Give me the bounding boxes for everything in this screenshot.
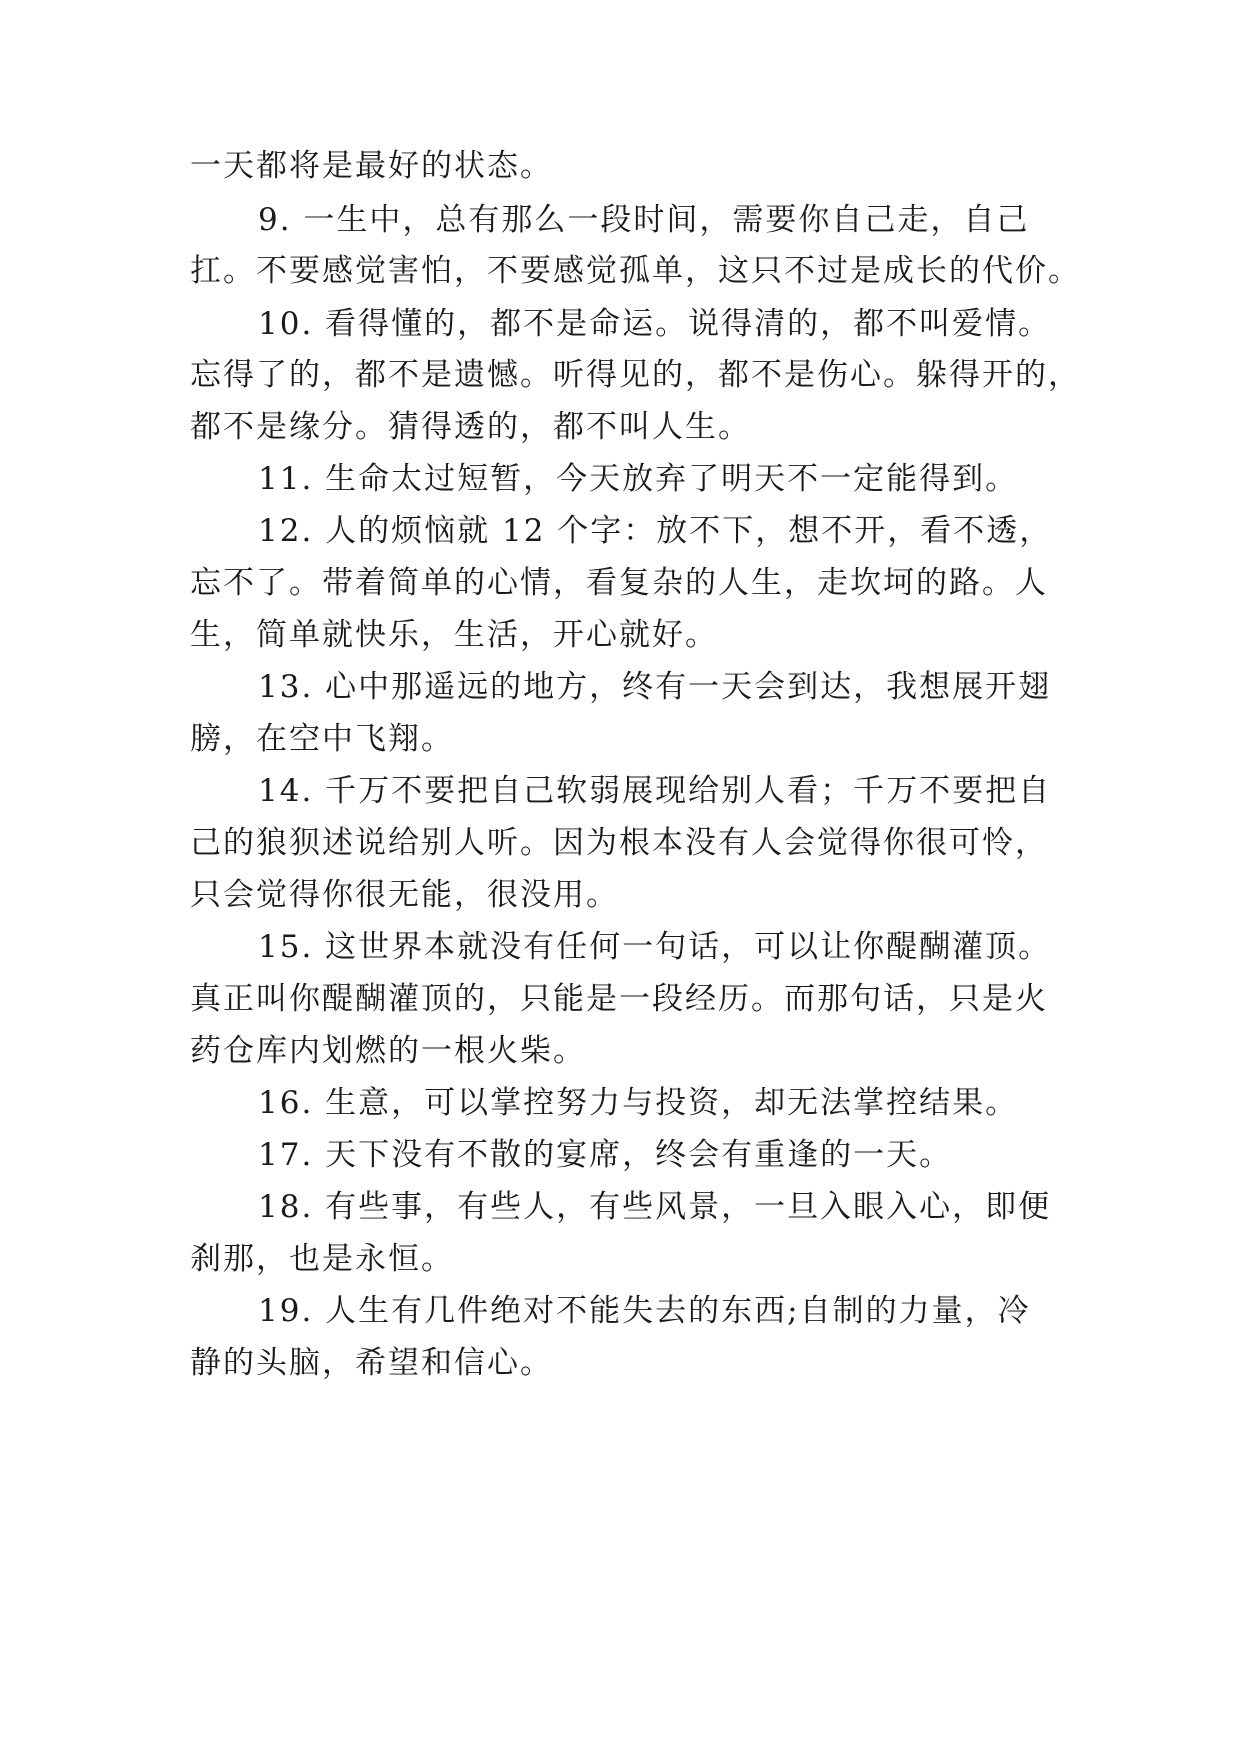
text-line: 己的狼狈述说给别人听。因为根本没有人会觉得你很可怜， — [190, 825, 1048, 861]
text-line: 15. 这世界本就没有任何一句话，可以让你醍醐灌顶。 — [258, 929, 1052, 965]
text-line: 静的头脑，希望和信心。 — [190, 1345, 553, 1381]
text-line: 一天都将是最好的状态。 — [190, 148, 553, 184]
text-line: 19. 人生有几件绝对不能失去的东西;自制的力量，冷 — [258, 1293, 1031, 1329]
text-line: 忘得了的，都不是遗憾。听得见的，都不是伤心。躲得开的， — [190, 357, 1081, 393]
text-line: 12. 人的烦恼就 12 个字：放不下，想不开，看不透， — [258, 513, 1053, 549]
text-line: 只会觉得你很无能，很没用。 — [190, 877, 619, 913]
text-line: 忘不了。带着简单的心情，看复杂的人生，走坎坷的路。人 — [190, 565, 1048, 601]
text-line: 扛。不要感觉害怕，不要感觉孤单，这只不过是成长的代价。 — [190, 253, 1081, 289]
text-line: 真正叫你醍醐灌顶的，只能是一段经历。而那句话，只是火 — [190, 981, 1048, 1017]
text-line: 18. 有些事，有些人，有些风景，一旦入眼入心，即便 — [258, 1189, 1052, 1225]
text-line: 刹那，也是永恒。 — [190, 1241, 454, 1277]
text-line: 膀，在空中飞翔。 — [190, 721, 454, 757]
text-line: 13. 心中那遥远的地方，终有一天会到达，我想展开翅 — [258, 669, 1052, 705]
text-line: 9. 一生中，总有那么一段时间，需要你自己走，自己 — [258, 202, 1030, 238]
text-line: 药仓库内划燃的一根火柴。 — [190, 1033, 586, 1069]
text-line: 16. 生意，可以掌控努力与投资，却无法掌控结果。 — [258, 1085, 1019, 1121]
text-line: 17. 天下没有不散的宴席，终会有重逢的一天。 — [258, 1137, 953, 1173]
text-line: 14. 千万不要把自己软弱展现给别人看；千万不要把自 — [258, 773, 1052, 809]
text-line: 生，简单就快乐，生活，开心就好。 — [190, 617, 718, 653]
text-line: 10. 看得懂的，都不是命运。说得清的，都不叫爱情。 — [258, 306, 1052, 342]
text-line: 都不是缘分。猜得透的，都不叫人生。 — [190, 409, 751, 445]
text-line: 11. 生命太过短暂，今天放弃了明天不一定能得到。 — [258, 461, 1019, 497]
